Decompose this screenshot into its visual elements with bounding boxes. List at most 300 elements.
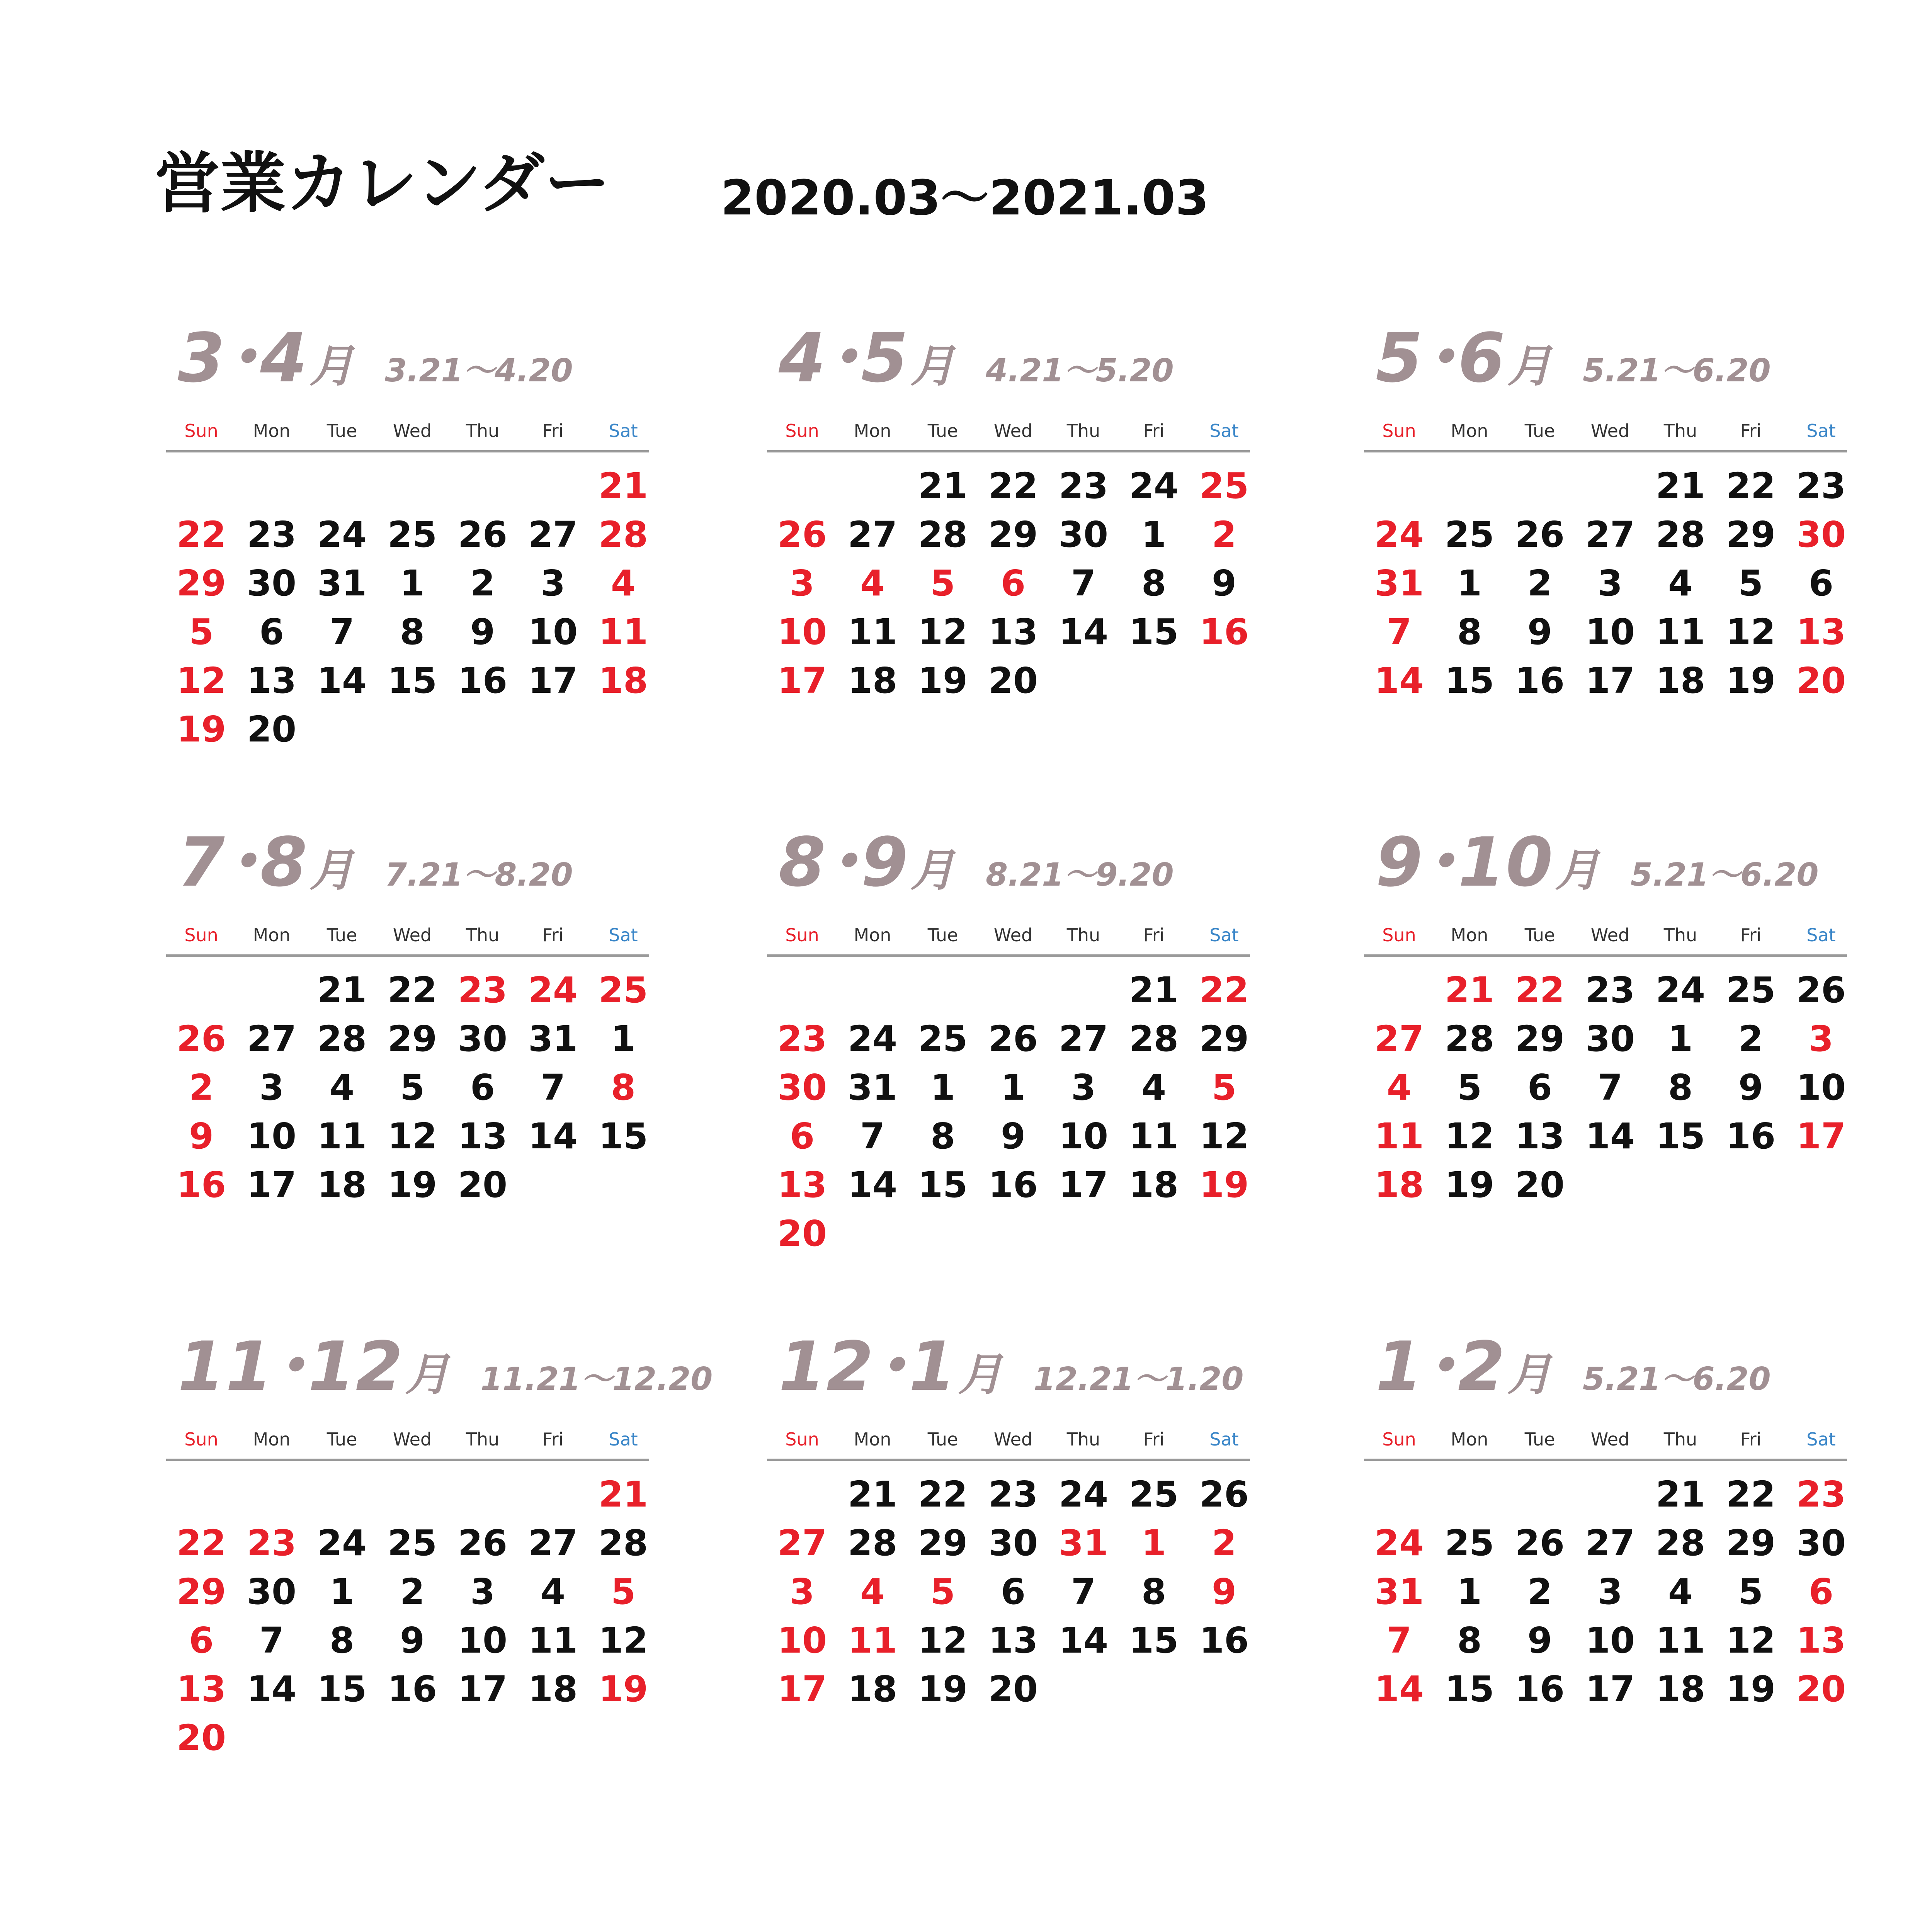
holiday-date: 23 [1796,1474,1846,1515]
business-date: 7 [1071,563,1096,604]
holiday-date: 5 [930,1571,955,1612]
weekday-label: Sun [184,1429,218,1450]
month-suffix: 月 [910,340,955,392]
holiday-date: 2 [1211,1522,1236,1564]
holiday-date: 6 [189,1620,214,1661]
day-grid [166,1470,658,1762]
business-date: 13 [988,1620,1038,1661]
weekday-label: Mon [1451,925,1488,945]
business-date: 2 [1738,1018,1763,1059]
holiday-date: 4 [860,563,885,604]
weekday-label: Tue [927,420,958,441]
holiday-date: 14 [1374,660,1424,701]
business-date: 18 [528,1668,578,1710]
business-date: 26 [457,1522,508,1564]
holiday-date: 22 [1199,969,1249,1011]
business-date: 1 [1668,1018,1693,1059]
business-date: 18 [1129,1164,1179,1206]
empty-cell [166,1470,236,1519]
weekday-label: Thu [1663,925,1697,945]
business-date: 19 [1726,1668,1776,1710]
holiday-date: 25 [598,969,648,1011]
month-pair: 4･5 [779,319,909,398]
holiday-date: 12 [176,660,226,701]
weekday-label: Mon [253,420,291,441]
business-date: 28 [598,1522,648,1564]
holiday-date: 30 [777,1067,827,1108]
business-date: 30 [247,563,297,604]
month-title [779,1328,1244,1410]
holiday-date: 24 [528,969,578,1011]
weekday-label: Mon [1451,420,1488,441]
business-date: 26 [988,1018,1038,1059]
business-date: 29 [988,514,1038,555]
holiday-date: 9 [1211,1571,1236,1612]
holiday-date: 13 [1796,1620,1846,1661]
business-date: 26 [1515,514,1565,555]
date-range: 4.21〜5.20 [986,352,1174,389]
business-date: 7 [540,1067,565,1108]
business-date: 16 [457,660,508,701]
holiday-date: 4 [860,1571,885,1612]
weekday-label: Wed [993,420,1033,441]
month-title [1376,823,1819,906]
business-date: 4 [540,1571,565,1612]
holiday-date: 21 [598,465,648,507]
business-date: 15 [1444,660,1495,701]
business-date: 9 [1527,1620,1552,1661]
empty-cell [166,462,236,510]
holiday-date: 27 [1374,1018,1424,1059]
business-date: 7 [1071,1571,1096,1612]
day-grid [1364,462,1856,705]
day-grid [767,966,1259,1258]
weekday-label: Mon [253,925,291,945]
holiday-date: 26 [176,1018,226,1059]
empty-cell [837,462,908,510]
weekday-label: Mon [854,925,891,945]
month-suffix: 月 [310,340,354,392]
weekday-label: Sun [1382,420,1416,441]
weekday-label: Tue [927,925,958,945]
business-date: 9 [470,611,495,653]
business-date: 30 [247,1571,297,1612]
weekday-label: Sat [1209,420,1239,441]
holiday-date: 29 [176,1571,226,1612]
empty-cell [236,966,307,1015]
weekday-header [166,1424,649,1455]
date-range: 5.21〜6.20 [1630,857,1819,893]
weekday-header [1364,1424,1847,1455]
business-date: 8 [1668,1067,1693,1108]
business-date: 23 [1585,969,1635,1011]
business-date: 19 [1726,660,1776,701]
business-date: 6 [1000,1571,1026,1612]
day-grid [166,462,658,754]
business-date: 7 [860,1116,885,1157]
weekday-label: Sat [609,420,638,441]
business-date: 1 [1457,563,1482,604]
business-date: 3 [1597,563,1622,604]
header-divider [1364,954,1847,957]
weekday-label: Fri [542,420,564,441]
empty-cell [1434,462,1505,510]
month-suffix: 月 [405,1349,450,1401]
holiday-date: 28 [598,514,648,555]
holiday-date: 16 [1199,611,1249,653]
header-divider [166,954,649,957]
business-date: 12 [1444,1116,1495,1157]
holiday-date: 30 [1796,514,1846,555]
business-date: 27 [528,1522,578,1564]
business-date: 24 [847,1018,898,1059]
business-date: 25 [387,1522,437,1564]
weekday-label: Tue [1524,420,1555,441]
holiday-date: 31 [1058,1522,1109,1564]
business-date: 20 [1515,1164,1565,1206]
empty-cell [837,966,908,1015]
business-date: 24 [317,514,367,555]
business-date: 8 [1457,1620,1482,1661]
empty-cell [1575,1470,1645,1519]
empty-cell [447,1470,518,1519]
business-date: 15 [317,1668,367,1710]
business-date: 15 [1444,1668,1495,1710]
holiday-date: 2 [1211,514,1236,555]
business-date: 20 [457,1164,508,1206]
business-date: 28 [1444,1018,1495,1059]
empty-cell [1364,966,1434,1015]
empty-cell [908,966,978,1015]
month-title [178,823,573,906]
holiday-date: 22 [1515,969,1565,1011]
month-suffix: 月 [1555,845,1600,896]
business-date: 27 [1058,1018,1109,1059]
holiday-date: 11 [847,1620,898,1661]
month-suffix: 月 [958,1349,1003,1401]
business-date: 16 [387,1668,437,1710]
holiday-date: 19 [176,709,226,750]
business-date: 9 [1000,1116,1026,1157]
holiday-date: 20 [777,1213,827,1254]
empty-cell [767,1470,837,1519]
month-title [178,1328,713,1410]
business-date: 17 [247,1164,297,1206]
date-range: 12.21〜1.20 [1033,1361,1244,1398]
weekday-label: Tue [327,420,357,441]
business-date: 24 [317,1522,367,1564]
business-date: 16 [1726,1116,1776,1157]
holiday-date: 8 [611,1067,636,1108]
holiday-date: 7 [1386,1620,1412,1661]
business-date: 15 [387,660,437,701]
business-date: 11 [1129,1116,1179,1157]
business-date: 16 [988,1164,1038,1206]
holiday-date: 6 [1808,1571,1833,1612]
business-date: 19 [1444,1164,1495,1206]
business-date: 7 [329,611,354,653]
empty-cell [236,1470,307,1519]
empty-cell [518,1470,588,1519]
weekday-label: Wed [1590,420,1630,441]
empty-cell [767,966,837,1015]
month-suffix: 月 [1507,1349,1552,1401]
business-date: 3 [259,1067,284,1108]
weekday-label: Sat [1209,925,1239,945]
business-date: 24 [1655,969,1706,1011]
weekday-label: Thu [466,420,500,441]
empty-cell [166,966,236,1015]
holiday-date: 25 [1199,465,1249,507]
business-date: 30 [1796,1522,1846,1564]
empty-cell [447,462,518,510]
weekday-label: Thu [1663,1429,1697,1450]
business-date: 21 [1129,969,1179,1011]
business-date: 8 [1141,563,1166,604]
business-date: 18 [847,660,898,701]
business-date: 24 [1058,1474,1109,1515]
holiday-date: 10 [777,1620,827,1661]
date-range: 11.21〜12.20 [480,1361,713,1398]
holiday-date: 5 [611,1571,636,1612]
business-date: 10 [247,1116,297,1157]
weekday-label: Sun [184,925,218,945]
business-date: 12 [1199,1116,1249,1157]
weekday-label: Fri [1143,420,1165,441]
weekday-label: Thu [466,1429,500,1450]
holiday-date: 16 [176,1164,226,1206]
weekday-label: Sat [609,925,638,945]
weekday-label: Tue [327,925,357,945]
weekday-label: Sat [1806,1429,1836,1450]
business-date: 25 [1726,969,1776,1011]
weekday-label: Fri [1143,1429,1165,1450]
day-grid [166,966,658,1209]
business-date: 26 [1796,969,1846,1011]
empty-cell [1364,1470,1434,1519]
business-date: 26 [1199,1474,1249,1515]
business-date: 7 [259,1620,284,1661]
business-date: 8 [329,1620,354,1661]
business-date: 3 [540,563,565,604]
month-pair: 3･4 [178,319,308,398]
month-title [1376,319,1771,402]
business-date: 15 [1129,611,1179,653]
holiday-date: 23 [457,969,508,1011]
holiday-date: 26 [777,514,827,555]
weekday-label: Sun [1382,1429,1416,1450]
empty-cell [377,1470,447,1519]
business-date: 12 [1726,1620,1776,1661]
business-date: 3 [470,1571,495,1612]
business-date: 27 [528,514,578,555]
date-range: 7.21〜8.20 [385,857,573,893]
weekday-label: Sun [785,1429,819,1450]
business-date: 21 [1655,1474,1706,1515]
business-date: 30 [1585,1018,1635,1059]
business-date: 23 [988,1474,1038,1515]
holiday-date: 27 [777,1522,827,1564]
weekday-label: Wed [393,420,432,441]
business-date: 29 [1726,1522,1776,1564]
business-date: 2 [470,563,495,604]
weekday-label: Sat [609,1429,638,1450]
business-date: 27 [1585,1522,1635,1564]
business-date: 28 [1655,514,1706,555]
weekday-label: Wed [393,925,432,945]
business-date: 27 [847,514,898,555]
holiday-date: 6 [789,1116,815,1157]
business-date: 11 [1655,611,1706,653]
business-date: 9 [400,1620,425,1661]
weekday-label: Tue [1524,1429,1555,1450]
weekday-label: Mon [854,420,891,441]
business-date: 13 [988,611,1038,653]
month-title [1376,1328,1771,1410]
business-date: 27 [1585,514,1635,555]
business-date: 28 [847,1522,898,1564]
header-divider [767,1459,1250,1461]
holiday-date: 6 [1000,563,1026,604]
business-date: 15 [1655,1116,1706,1157]
business-date: 21 [1655,465,1706,507]
holiday-date: 1 [1141,1522,1166,1564]
business-date: 4 [1668,1571,1693,1612]
business-date: 2 [400,1571,425,1612]
empty-cell [767,462,837,510]
empty-cell [377,462,447,510]
business-date: 28 [1655,1522,1706,1564]
empty-cell [1505,462,1575,510]
business-date: 31 [847,1067,898,1108]
business-date: 31 [528,1018,578,1059]
business-date: 23 [247,514,297,555]
business-date: 30 [988,1522,1038,1564]
business-date: 25 [1444,1522,1495,1564]
business-date: 30 [457,1018,508,1059]
business-date: 24 [1129,465,1179,507]
month-pair: 5･6 [1376,319,1506,398]
holiday-date: 31 [1374,563,1424,604]
holiday-date: 22 [176,514,226,555]
business-date: 1 [1000,1067,1026,1108]
holiday-date: 5 [189,611,214,653]
business-date: 21 [317,969,367,1011]
business-date: 21 [918,465,968,507]
business-date: 18 [317,1164,367,1206]
holiday-date: 20 [1796,1668,1846,1710]
header-divider [1364,1459,1847,1461]
business-date: 1 [400,563,425,604]
business-date: 22 [918,1474,968,1515]
business-date: 8 [400,611,425,653]
business-date: 17 [457,1668,508,1710]
weekday-label: Fri [542,925,564,945]
business-date: 14 [1058,611,1109,653]
business-date: 9 [1527,611,1552,653]
holiday-date: 4 [611,563,636,604]
empty-cell [1434,1470,1505,1519]
business-date: 28 [1129,1018,1179,1059]
business-date: 14 [528,1116,578,1157]
weekday-label: Wed [1590,1429,1630,1450]
business-date: 8 [1141,1571,1166,1612]
business-date: 17 [1058,1164,1109,1206]
weekday-header [1364,920,1847,951]
weekday-label: Wed [993,1429,1033,1450]
business-date: 5 [1457,1067,1482,1108]
holiday-date: 18 [1374,1164,1424,1206]
weekday-label: Sat [1209,1429,1239,1450]
business-date: 25 [1129,1474,1179,1515]
date-range: 5.21〜6.20 [1583,1361,1771,1398]
weekday-label: Sun [184,420,218,441]
weekday-header [166,920,649,951]
holiday-date: 17 [777,1668,827,1710]
business-date: 14 [847,1164,898,1206]
business-date: 23 [1796,465,1846,507]
empty-cell [307,1470,377,1519]
empty-cell [307,462,377,510]
business-date: 13 [1515,1116,1565,1157]
business-date: 20 [247,709,297,750]
business-date: 6 [470,1067,495,1108]
month-suffix: 月 [310,845,354,896]
month-title [178,319,573,402]
business-date: 14 [1058,1620,1109,1661]
weekday-label: Tue [327,1429,357,1450]
business-date: 12 [387,1116,437,1157]
weekday-header [767,1424,1250,1455]
business-date: 7 [1597,1067,1622,1108]
business-date: 29 [1515,1018,1565,1059]
weekday-label: Wed [1590,925,1630,945]
business-date: 3 [1597,1571,1622,1612]
business-date: 19 [918,1668,968,1710]
business-date: 8 [1457,611,1482,653]
holiday-date: 20 [1796,660,1846,701]
business-date: 26 [1515,1522,1565,1564]
business-date: 1 [611,1018,636,1059]
weekday-label: Tue [1524,925,1555,945]
holiday-date: 9 [189,1116,214,1157]
month-pair: 7･8 [178,823,308,902]
weekday-label: Fri [1740,925,1762,945]
period-range: 2020.03〜2021.03 [721,170,1209,226]
business-date: 4 [329,1067,354,1108]
business-date: 3 [1071,1067,1096,1108]
page-title: 営業カレンダー [155,145,610,222]
business-date: 22 [1726,465,1776,507]
business-date: 18 [847,1668,898,1710]
business-date: 29 [387,1018,437,1059]
holiday-date: 13 [777,1164,827,1206]
business-date: 4 [1141,1067,1166,1108]
business-date: 22 [1726,1474,1776,1515]
business-date: 12 [1726,611,1776,653]
holiday-date: 10 [777,611,827,653]
business-date: 10 [1796,1067,1846,1108]
business-date: 1 [930,1067,955,1108]
business-date: 12 [918,611,968,653]
business-date: 10 [1058,1116,1109,1157]
weekday-label: Thu [1066,1429,1100,1450]
holiday-date: 2 [189,1067,214,1108]
weekday-label: Fri [542,1429,564,1450]
business-date: 25 [387,514,437,555]
month-pair: 1･2 [1376,1328,1506,1406]
business-date: 13 [457,1116,508,1157]
